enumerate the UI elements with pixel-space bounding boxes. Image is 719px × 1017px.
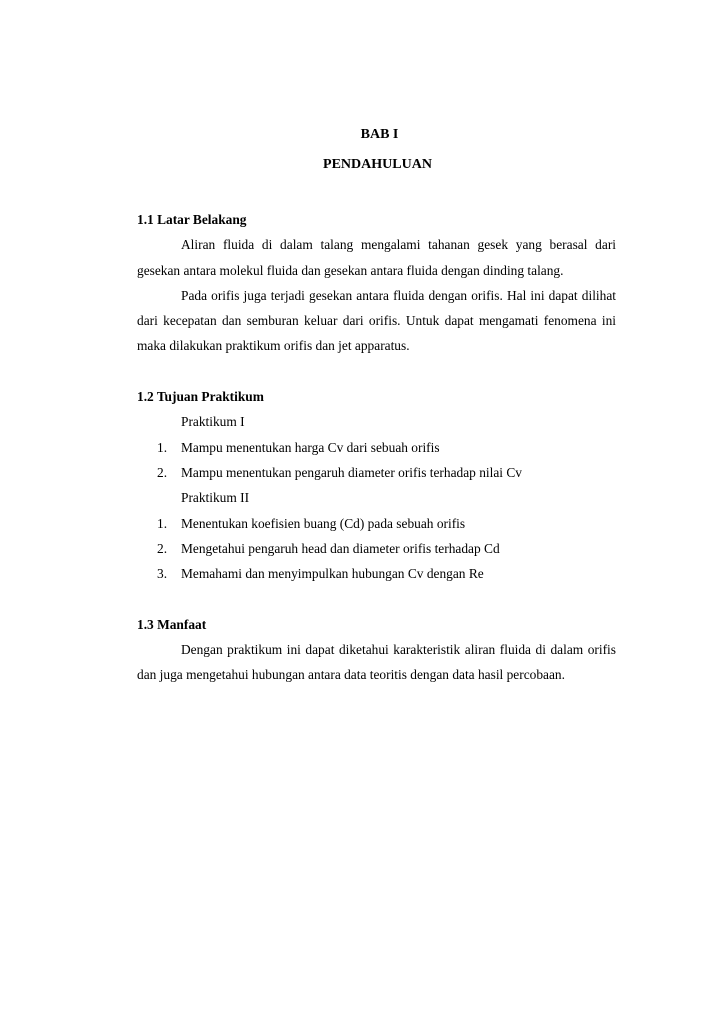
list-item-number: 1. — [157, 515, 168, 531]
list-item-text: Mampu menentukan pengaruh diameter orifis terhadap nilai Cv — [181, 464, 522, 480]
list-item — [137, 435, 616, 460]
list-item — [137, 536, 616, 561]
list-item-number: 2. — [157, 540, 168, 556]
chapter-label: BAB I — [360, 127, 399, 142]
section-heading-latar-belakang: 1.1 Latar Belakang — [137, 212, 247, 227]
document-body — [137, 207, 616, 688]
list-item-text: Mampu menentukan harga Cv dari sebuah orifis — [181, 439, 440, 455]
list-item-number: 2. — [157, 464, 168, 480]
section-heading-tujuan: 1.2 Tujuan Praktikum — [137, 389, 264, 405]
paragraph-latar-1: Aliran fluida di dalam talang mengalami tahanan gesek yang berasal dari gesekan antara molekul fluida dan gesekan antara fluida dengan dinding talang. — [137, 237, 616, 278]
subheading-praktikum-2: Praktikum II — [181, 490, 250, 506]
chapter-title: PENDAHULUAN — [323, 157, 432, 172]
subheading-praktikum-1: Praktikum I — [181, 414, 245, 430]
list-item — [137, 511, 616, 536]
list-praktikum-1 — [137, 435, 616, 486]
paragraph-latar-2: Pada orifis juga terjadi gesekan antara fluida dengan orifis. Hal ini dapat dilihat dari kecepatan dan semburan keluar dari orifis. Untuk dapat mengamati fenomena ini maka dilakukan praktikum orifis dan jet apparatus. — [137, 287, 616, 354]
paragraph-manfaat-1: Dengan praktikum ini dapat diketahui karakteristik aliran fluida di dalam orifis dan juga mengetahui hubungan antara data teoritis dengan data hasil percobaan. — [137, 642, 616, 683]
list-item-text: Mengetahui pengaruh head dan diameter orifis terhadap Cd — [181, 540, 500, 556]
list-item — [137, 460, 616, 485]
list-item-text: Menentukan koefisien buang (Cd) pada sebuah orifis — [181, 515, 466, 531]
list-praktikum-2 — [137, 511, 616, 587]
list-item — [137, 561, 616, 586]
list-item-number: 1. — [157, 439, 168, 455]
section-heading-manfaat: 1.3 Manfaat — [137, 616, 207, 632]
list-item-text: Memahami dan menyimpulkan hubungan Cv dengan Re — [181, 566, 484, 582]
list-item-number: 3. — [157, 566, 168, 582]
